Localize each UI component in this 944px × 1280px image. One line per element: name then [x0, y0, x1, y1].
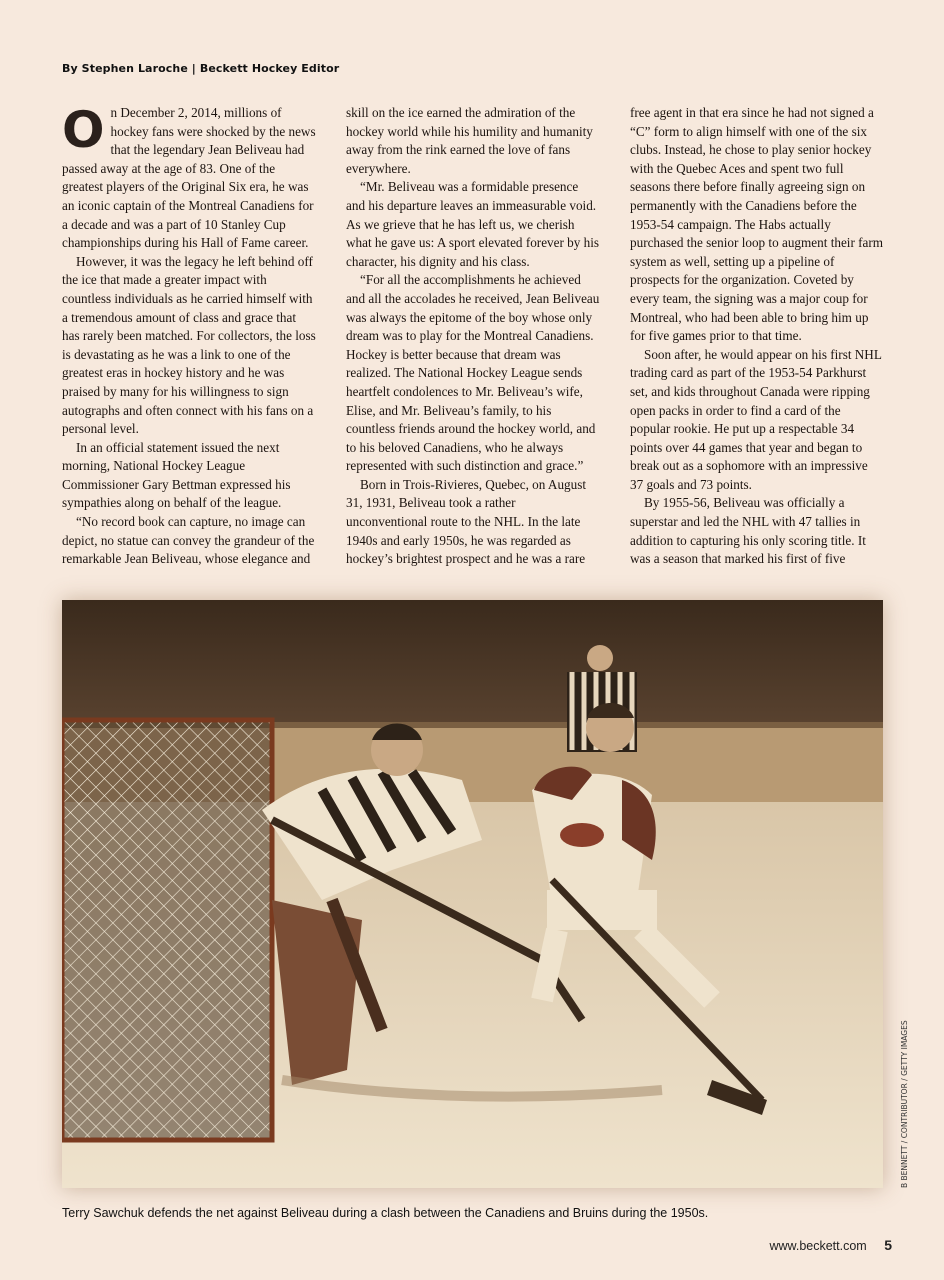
hockey-photo	[62, 600, 883, 1188]
paragraph-1	[62, 101, 316, 253]
drop-cap: O	[62, 101, 105, 159]
page-footer	[769, 1237, 892, 1253]
photo-credit: B BENNETT / CONTRIBUTOR / GETTY IMAGES	[900, 1020, 909, 1188]
goal-net	[62, 720, 272, 1140]
paragraph-9: By 1955-56, Beliveau was officially a superstar and led the NHL with 47 tallies in addition to capturing his only scoring title. It was a season that marked his first of five	[630, 495, 866, 567]
paragraph-6: “For all the accomplishments he achieved and all the accolades he received, Jean Beliveau was always the epitome of the boy whose only dream was to play for the Montreal Canadiens. Hockey is better because that dream was realized. The National Hockey League sends heartfelt condolences to Mr. Beliveau’s wife, Elise, and Mr. Beliveau’s family, to his countless friends around the hockey world, and to his beloved Canadiens, who he always represented with such distinction and grace.”	[346, 272, 600, 474]
article-body	[62, 101, 884, 576]
crowd-background	[62, 600, 883, 730]
paragraph-7: Born in Trois-Rivieres, Quebec, on August 31, 1931, Beliveau took a rather unconventional route to the NHL. In the late 1940s and early 1950s, he was regarded as hockey’s brightest prospect and he was a rare free agent in that era since he had not signed a “C” form to align himself with one of the six clubs. Instead, he chose to play senior hockey with the Quebec Aces and spent two full seasons there before finally agreeing sign on permanently with the Canadiens before the 1953-54 campaign. The Habs actually purchased the senior loop to augment their farm system as well, setting up a pipeline of prospects for the organization. Coveted by every team, the signing was a major coup for Montreal, who had been able to bring him up for five games prior to that time.	[346, 105, 884, 567]
page-number: 5	[884, 1237, 892, 1253]
photo-caption: Terry Sawchuk defends the net against Beliveau during a clash between the Canadiens and Bruins during the 1950s.	[62, 1206, 709, 1220]
byline: By Stephen Laroche | Beckett Hockey Editor	[62, 62, 340, 75]
paragraph-5: “Mr. Beliveau was a formidable presence and his departure leaves an immeasurable void. As we grieve that he has left us, we cherish what he gave us: A sport elevated forever by his character, his dignity and his class.	[346, 179, 600, 269]
paragraph-2: However, it was the legacy he left behind off the ice that made a greater impact with countless individuals as he carried himself with a tremendous amount of class and grace that has rarely been matched. For collectors, the loss is devastating as he was a link to one of the greatest eras in hockey history and he was praised by many for his willingness to sign autographs and often connect with his fans on a personal level.	[62, 253, 316, 437]
paragraph-4: “No record book can capture, no image can depict, no statue can convey the grandeur of the remarkable Jean Beliveau, whose elegance and skill on the ice earned the admiration of the hockey world while his humility and humanity away from the rink earned the love of fans everywhere.	[62, 105, 593, 567]
paragraph-1-text: n December 2, 2014, millions of hockey fans were shocked by the news that the legendary Jean Beliveau had passed away at the age of 83. One of the greatest players of the Original Six era, he was an iconic captain of the Montreal Canadiens for a decade and was a part of 10 Stanley Cup championships during his Hall of Fame career.	[62, 105, 316, 251]
website-link[interactable]: www.beckett.com	[769, 1239, 867, 1253]
paragraph-3: In an official statement issued the next morning, National Hockey League Commissioner Gary Bettman expressed his sympathies along on behalf of the league.	[62, 439, 291, 511]
paragraph-8: Soon after, he would appear on his first NHL trading card as part of the 1953-54 Parkhurst set, and kids throughout Canada were ripping open packs in order to find a card of the popular rookie. He put up a respectable 34 points over 44 games that year and began to break out as a sophomore with an impressive 37 goals and 73 points.	[630, 346, 882, 492]
